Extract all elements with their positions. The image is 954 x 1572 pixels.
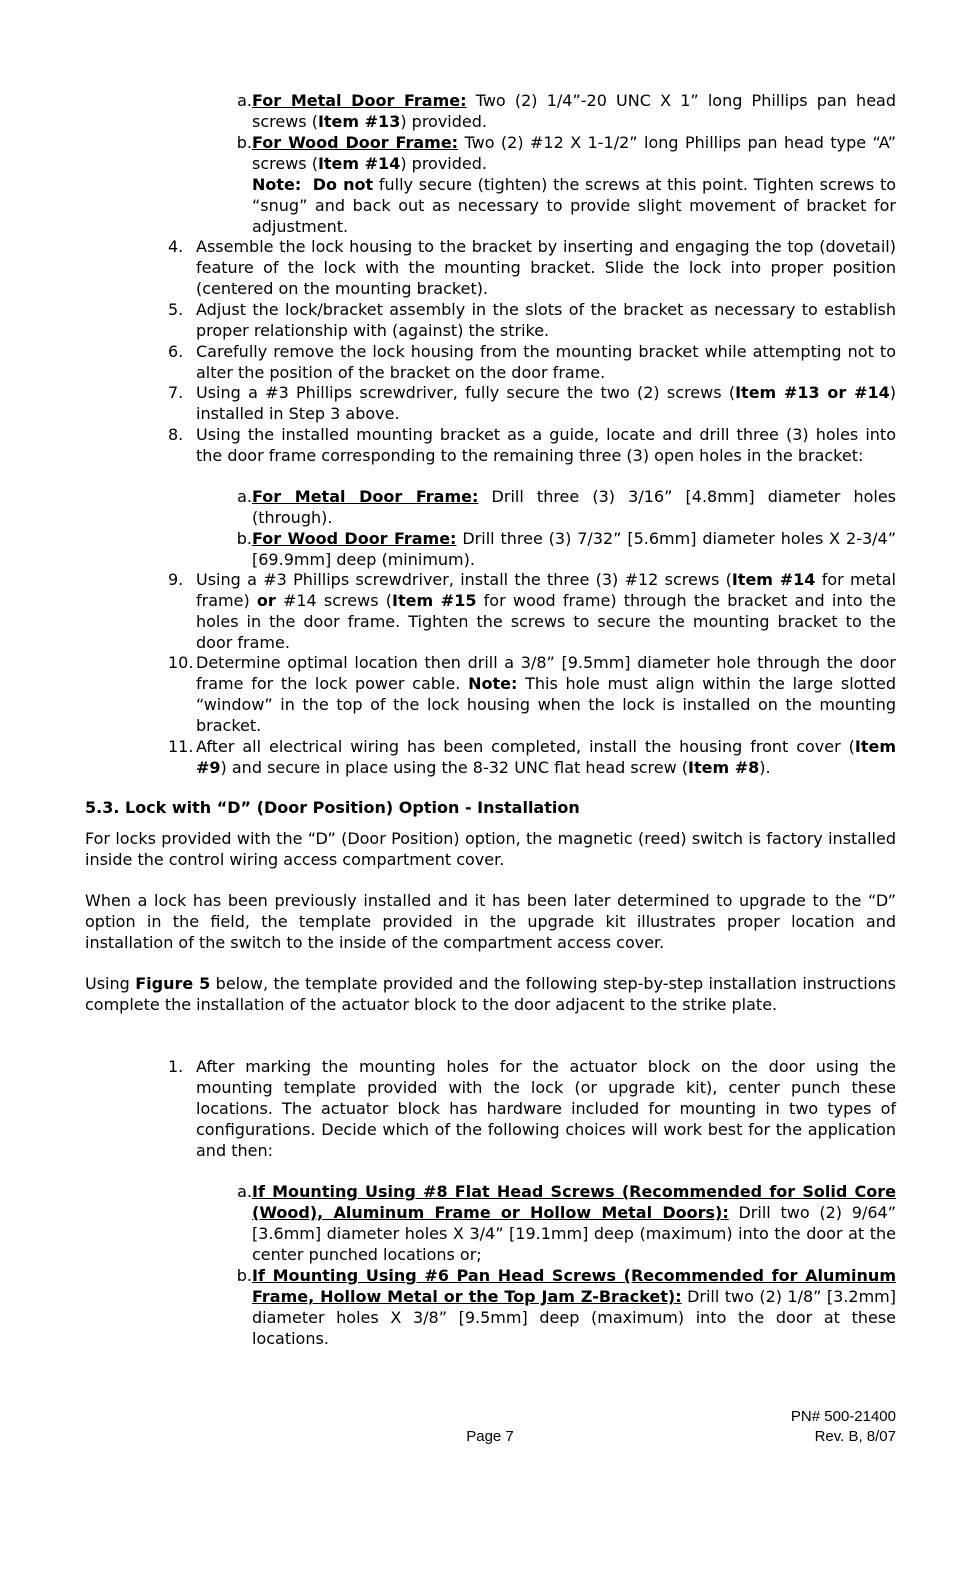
- item-ref: Item #13 or #14: [735, 383, 890, 402]
- page-number: Page 7: [466, 1428, 514, 1445]
- part-number: PN# 500-21400: [790, 1408, 896, 1425]
- item-ref: Item #13: [317, 112, 401, 131]
- note-label: Note:: [252, 175, 302, 194]
- step-3a: a. For Metal Door Frame: Two (2) 1/4”-20 UNC X 1” long Phillips pan head screws (Item #13) provided.: [224, 90, 896, 132]
- step-4: 4. Assemble the lock housing to the bracket by inserting and engaging the top (dovetail) feature of the lock with the mounting bracket. Slide the lock into proper position (centered on the mounting bracket).: [168, 237, 896, 298]
- step-10: 10. Determine optimal location then drill a 3/8” [9.5mm] diameter hole through the door frame for the lock power cable. Note: This hole must align within the large slotted “window” in the top of the lock housing when the lock is installed on the mounting bracket.: [168, 653, 896, 735]
- item-ref: Item #9: [196, 737, 896, 777]
- paragraph-2: When a lock has been previously installed and it has been later determined to upgrade to the “D” option in the field, the template provided in the upgrade kit illustrates proper location and installation of the switch to the inside of the compartment access cover.: [85, 891, 896, 952]
- list-marker: a.: [237, 91, 252, 110]
- item-ref: Item #14: [731, 570, 816, 589]
- list-marker: b.: [236, 133, 252, 152]
- step-5: 5. Adjust the lock/bracket assembly in the slots of the bracket as necessary to establish proper relationship with (against) the strike.: [168, 300, 896, 340]
- note-emphasis: Do not: [312, 175, 374, 194]
- figure-ref: Figure 5: [135, 974, 211, 993]
- step-1b: b. If Mounting Using #6 Pan Head Screws (Recommended for Aluminum Frame, Hollow Metal or the Top Jam Z-Bracket): Drill two (2) 1/8” [3.2mm] diameter holes X 3/8” [9.5mm] deep (maximum) into the door at these locations.: [224, 1265, 896, 1349]
- step-8b: b. For Wood Door Frame: Drill three (3) 7/32” [5.6mm] diameter holes X 2-3/4” [69.9mm] deep (minimum).: [224, 528, 896, 570]
- section-heading: 5.3. Lock with “D” (Door Position) Option - Installation: [85, 798, 580, 817]
- list-marker: b.: [236, 529, 252, 548]
- step-title: For Wood Door Frame:: [252, 529, 457, 548]
- list-marker: 5.: [168, 300, 184, 319]
- step-11: 11. After all electrical wiring has been completed, install the housing front cover (Item #9) and secure in place using the 8-32 UNC flat head screw (Item #8).: [168, 737, 896, 777]
- step-3b: b. For Wood Door Frame: Two (2) #12 X 1-1/2” long Phillips pan head type “A” screws (Item #14) provided. Note: Do not fully secure (tighten) the screws at this point. Tighten screws to “snug” and back out as necessary to provide slight movement of bracket for adjustment.: [224, 132, 896, 237]
- step-title: For Wood Door Frame:: [252, 133, 459, 152]
- list-marker: 6.: [168, 342, 184, 361]
- paragraph-3: Using Figure 5 below, the template provided and the following step-by-step installation instructions complete the installation of the actuator block to the door adjacent to the strike plate.: [85, 974, 897, 1014]
- list-marker: 11.: [168, 737, 194, 756]
- note-label: Note:: [468, 674, 518, 693]
- list-marker: b.: [236, 1266, 252, 1285]
- step-1a: a. If Mounting Using #8 Flat Head Screws (Recommended for Solid Core (Wood), Aluminum Frame or Hollow Metal Doors): Drill two (2) 9/64” [3.6mm] diameter holes X 3/4” [19.1mm] deep (maximum) into the door at the center punched locations or;: [224, 1181, 896, 1265]
- item-ref: Item #14: [317, 154, 401, 173]
- step-8: 8. Using the installed mounting bracket as a guide, locate and drill three (3) holes into the door frame corresponding to the remaining three (3) open holes in the bracket:: [168, 425, 896, 465]
- item-ref: Item #15: [392, 591, 477, 610]
- list-marker: 1.: [168, 1057, 184, 1076]
- step-1: 1. After marking the mounting holes for the actuator block on the door using the mounting template provided with the lock (or upgrade kit), center punch these locations. The actuator block has hardware included for mounting in two types of configurations. Decide which of the following choices will work best for the application and then:: [168, 1057, 896, 1160]
- list-marker: 10.: [168, 653, 194, 672]
- step-8a: a. For Metal Door Frame: Drill three (3) 3/16” [4.8mm] diameter holes (through).: [224, 486, 896, 528]
- step-7: 7. Using a #3 Phillips screwdriver, fully secure the two (2) screws (Item #13 or #14) installed in Step 3 above.: [168, 383, 897, 423]
- step-title: For Metal Door Frame:: [252, 91, 467, 110]
- list-marker: 9.: [168, 570, 184, 589]
- list-marker: 7.: [168, 383, 184, 402]
- list-marker: a.: [237, 487, 252, 506]
- step-title: If Mounting Using #8 Flat Head Screws (Recommended for Solid Core (Wood), Aluminum Frame or Hollow Metal Doors):: [252, 1182, 896, 1222]
- list-marker: 4.: [168, 237, 184, 256]
- revision: Rev. B, 8/07: [814, 1428, 896, 1445]
- step-6: 6. Carefully remove the lock housing from the mounting bracket while attempting not to alter the position of the bracket on the door frame.: [168, 342, 896, 382]
- paragraph-1: For locks provided with the “D” (Door Position) option, the magnetic (reed) switch is factory installed inside the control wiring access compartment cover.: [85, 829, 896, 869]
- step-title: For Metal Door Frame:: [252, 487, 479, 506]
- list-marker: a.: [237, 1182, 252, 1201]
- step-9: 9. Using a #3 Phillips screwdriver, install the three (3) #12 screws (Item #14 for metal frame) or #14 screws (Item #15 for wood frame) through the bracket and into the holes in the door frame. Tighten the screws to secure the mounting bracket to the door frame.: [168, 570, 897, 652]
- step-title: If Mounting Using #6 Pan Head Screws (Recommended for Aluminum Frame, Hollow Metal or the Top Jam Z-Bracket):: [252, 1266, 896, 1306]
- item-ref: Item #8: [688, 758, 760, 777]
- list-marker: 8.: [168, 425, 184, 444]
